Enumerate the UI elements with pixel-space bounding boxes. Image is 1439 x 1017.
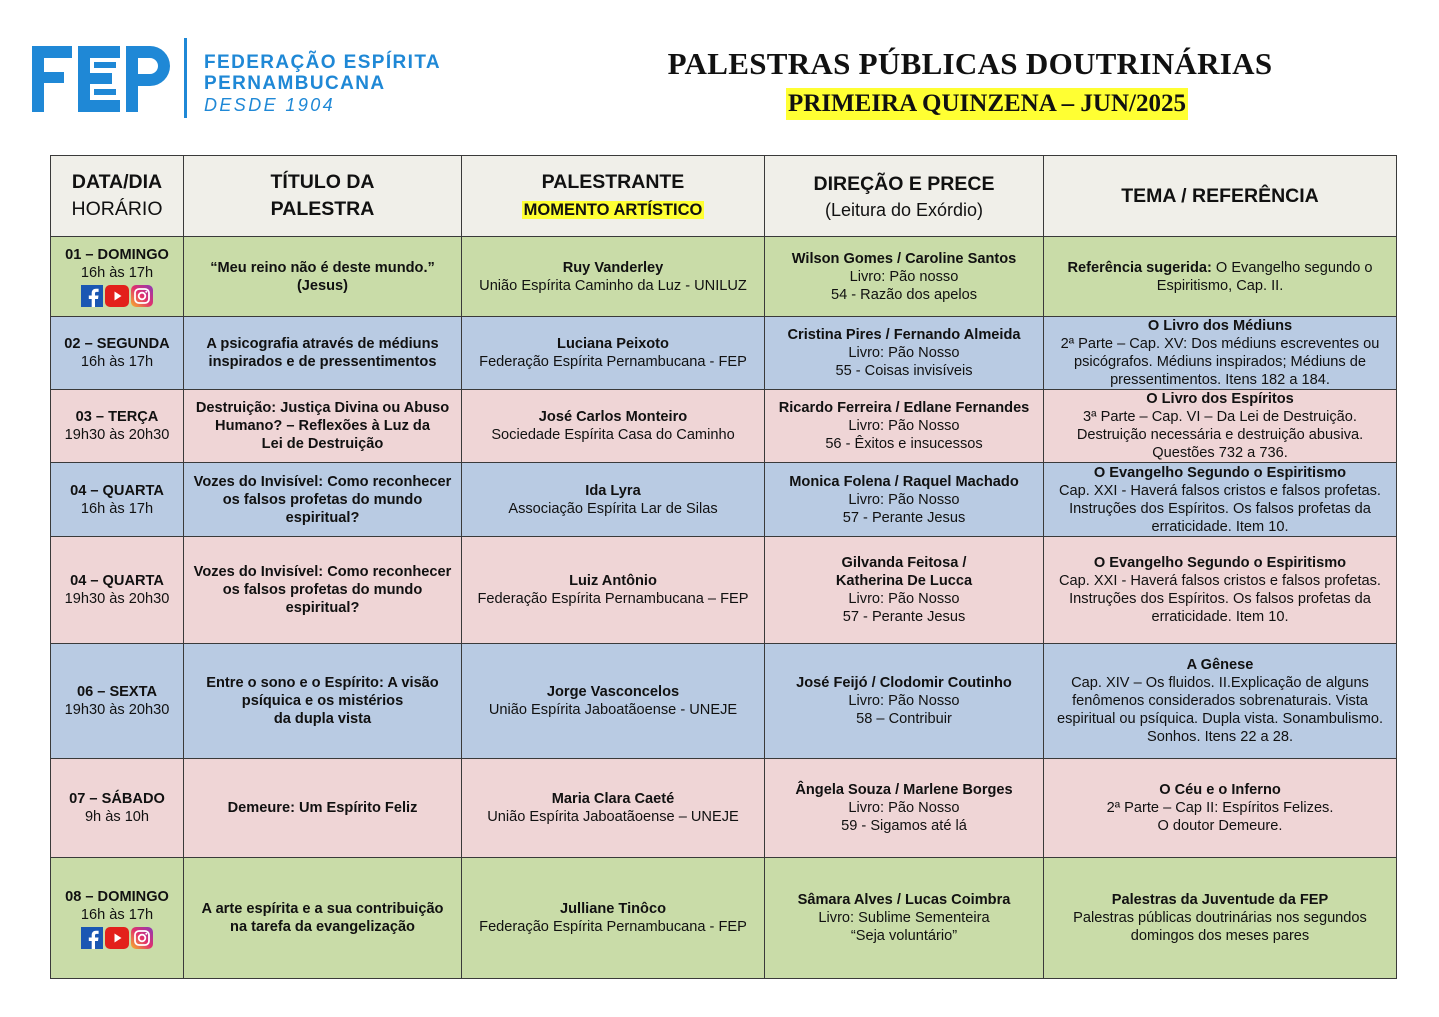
theme-line: Palestras públicas doutrinárias nos segundos <box>1073 910 1367 926</box>
col-direction-line2: (Leitura do Exórdio) <box>824 199 984 220</box>
speaker-name: Luciana Peixoto <box>557 336 669 352</box>
time-label: 16h às 17h <box>80 500 154 517</box>
fep-logo-icon <box>32 42 172 116</box>
logo-line-3: DESDE 1904 <box>204 95 336 115</box>
direction-cell <box>765 759 1044 858</box>
direction-names: Cristina Pires / Fernando Almeida <box>787 327 1021 343</box>
direction-chapter: 56 - Êxitos e insucessos <box>825 436 983 452</box>
social-links <box>54 285 180 307</box>
talk-title-line: Lei de Destruição <box>261 436 384 452</box>
speaker-cell <box>462 463 765 537</box>
talk-title-line: os falsos profetas do mundo <box>222 582 423 598</box>
direction-chapter: “Seja voluntário” <box>850 928 958 944</box>
schedule-table <box>50 155 1397 979</box>
fep-logo <box>28 38 448 124</box>
table-row <box>51 858 1397 979</box>
theme-cell <box>1044 390 1397 463</box>
talk-title-line: A arte espírita e a sua contribuição <box>201 901 444 917</box>
theme-cell <box>1044 759 1397 858</box>
speaker-cell <box>462 237 765 317</box>
theme-cell <box>1044 537 1397 644</box>
direction-book: Livro: Pão Nosso <box>848 800 960 816</box>
theme-cell <box>1044 644 1397 759</box>
direction-names: Wilson Gomes / Caroline Santos <box>791 250 1017 267</box>
theme-heading: O Céu e o Inferno <box>1159 782 1281 798</box>
theme-text: O Evangelho segundo o Espiritismo, Cap. II. <box>1156 259 1373 294</box>
talk-title-cell <box>184 317 462 390</box>
talk-title-line: Demeure: Um Espírito Feliz <box>227 800 418 816</box>
date-cell <box>51 463 184 537</box>
col-speaker-line2: MOMENTO ARTÍSTICO <box>523 201 703 219</box>
talk-title-cell <box>184 537 462 644</box>
time-label: 19h30 às 20h30 <box>64 591 170 607</box>
direction-names: Monica Folena / Raquel Machado <box>789 473 1019 490</box>
theme-line: Cap. XXI - Haverá falsos cristos e falsos profetas. <box>1058 482 1381 499</box>
speaker-name: José Carlos Monteiro <box>538 409 688 425</box>
speaker-cell <box>462 858 765 979</box>
theme-line: espiritual ou psíquica. Dupla vista. Sonambulismo. <box>1056 711 1384 727</box>
speaker-cell <box>462 317 765 390</box>
day-label: 03 – TERÇA <box>75 409 159 425</box>
speaker-org: Federação Espírita Pernambucana - FEP <box>479 919 747 935</box>
speaker-org: Associação Espírita Lar de Silas <box>508 500 718 517</box>
date-cell <box>51 390 184 463</box>
table-row <box>51 644 1397 759</box>
instagram-icon[interactable] <box>131 927 153 949</box>
direction-chapter: 59 - Sigamos até lá <box>841 818 967 834</box>
talk-title-line: Vozes do Invisível: Como reconhecer <box>193 473 452 490</box>
speaker-org: Federação Espírita Pernambucana – FEP <box>477 591 749 607</box>
time-label: 16h às 17h <box>80 906 154 923</box>
logo-text <box>204 52 441 116</box>
theme-line: Cap. XIV – Os fluidos. II.Explicação de alguns <box>1071 675 1369 691</box>
direction-chapter: 57 - Perante Jesus <box>842 509 966 526</box>
table-row <box>51 390 1397 463</box>
direction-book: Livro: Pão Nosso <box>848 591 960 607</box>
talk-title-line: A psicografia através de médiuns <box>206 336 439 352</box>
direction-names: Sâmara Alves / Lucas Coimbra <box>797 892 1011 908</box>
talk-title-line: os falsos profetas do mundo <box>222 491 423 508</box>
day-label: 07 – SÁBADO <box>69 791 165 807</box>
talk-title-line: Destruição: Justiça Divina ou Abuso <box>195 400 450 416</box>
theme-line: 3ª Parte – Cap. VI – Da Lei de Destruição. <box>1083 409 1357 425</box>
direction-cell <box>765 237 1044 317</box>
direction-names: José Feijó / Clodomir Coutinho <box>796 675 1012 691</box>
col-theme <box>1044 156 1397 237</box>
talk-title-line: espiritual? <box>285 509 360 526</box>
direction-chapter: 55 - Coisas invisíveis <box>835 363 973 379</box>
theme-line: domingos dos meses pares <box>1130 928 1310 944</box>
col-direction <box>765 156 1044 237</box>
theme-line: Instruções dos Espíritos. Os falsos profetas da <box>1069 591 1371 607</box>
direction-chapter: 57 - Perante Jesus <box>842 609 966 625</box>
col-speaker-line1: PALESTRANTE <box>541 171 685 193</box>
theme-line: Sonhos. Itens 22 a 28. <box>1146 729 1294 745</box>
talk-title-line: “Meu reino não é deste mundo.” <box>210 259 435 276</box>
direction-names-2: Katherina De Lucca <box>835 573 973 589</box>
table-row <box>51 317 1397 390</box>
direction-book: Livro: Pão Nosso <box>848 491 960 508</box>
direction-cell <box>765 537 1044 644</box>
theme-line: fenômenos considerados sobrenaturais. Vista <box>1072 693 1368 709</box>
direction-book: Livro: Pão Nosso <box>848 418 960 434</box>
direction-cell <box>765 317 1044 390</box>
direction-book: Livro: Sublime Sementeira <box>818 910 990 926</box>
direction-cell <box>765 858 1044 979</box>
theme-cell <box>1044 858 1397 979</box>
talk-title-line: espiritual? <box>285 600 360 616</box>
page-subtitle: PRIMEIRA QUINZENA – JUN/2025 <box>786 88 1188 120</box>
theme-line: erraticidade. Item 10. <box>1151 609 1289 625</box>
talk-title-line: na tarefa da evangelização <box>230 919 415 935</box>
speaker-name: Ruy Vanderley <box>562 259 664 276</box>
col-title <box>184 156 462 237</box>
speaker-cell <box>462 537 765 644</box>
date-cell <box>51 858 184 979</box>
speaker-name: Maria Clara Caeté <box>551 791 675 807</box>
theme-line: erraticidade. Item 10. <box>1151 518 1289 535</box>
talk-title-line: Vozes do Invisível: Como reconhecer <box>193 564 452 580</box>
talk-title-line: psíquica e os mistérios <box>241 693 404 709</box>
col-date <box>51 156 184 237</box>
speaker-org: União Espírita Jaboatãoense - UNEJE <box>488 702 738 718</box>
speaker-name: Ida Lyra <box>585 482 641 499</box>
talk-title-cell <box>184 463 462 537</box>
talk-title-line: da dupla vista <box>273 711 372 727</box>
talk-title-cell <box>184 858 462 979</box>
direction-book: Livro: Pão Nosso <box>848 345 960 361</box>
theme-line: pressentimentos. Itens 182 a 184. <box>1110 372 1330 388</box>
col-theme-line1: TEMA / REFERÊNCIA <box>1121 184 1319 207</box>
talk-title-cell <box>184 644 462 759</box>
theme-heading: O Evangelho Segundo o Espiritismo <box>1093 555 1347 571</box>
theme-cell <box>1044 317 1397 390</box>
youtube-icon[interactable] <box>105 927 129 949</box>
talk-title-line: inspirados e de pressentimentos <box>208 354 437 370</box>
speaker-org: União Espírita Jaboatãoense – UNEJE <box>487 809 739 825</box>
col-title-line2: PALESTRA <box>270 198 375 220</box>
social-links <box>54 927 180 949</box>
youtube-icon[interactable] <box>105 285 129 307</box>
date-cell <box>51 644 184 759</box>
time-label: 19h30 às 20h30 <box>64 427 170 443</box>
facebook-icon[interactable] <box>81 927 103 949</box>
day-label: 06 – SEXTA <box>76 684 158 700</box>
talk-title-cell <box>184 390 462 463</box>
logo-divider <box>184 38 187 118</box>
speaker-name: Julliane Tinôco <box>560 901 666 917</box>
talk-title-line: (Jesus) <box>296 277 349 294</box>
table-header-row <box>51 156 1397 237</box>
instagram-icon[interactable] <box>131 285 153 307</box>
direction-names: Gilvanda Feitosa / <box>841 555 967 571</box>
day-label: 01 – DOMINGO <box>65 247 169 263</box>
theme-line: 2ª Parte – Cap. XV: Dos médiuns escreventes ou <box>1060 336 1380 352</box>
speaker-cell <box>462 390 765 463</box>
speaker-name: Jorge Vasconcelos <box>546 684 680 700</box>
facebook-icon[interactable] <box>81 285 103 307</box>
speaker-name: Luiz Antônio <box>569 573 657 589</box>
direction-chapter: 54 - Razão dos apelos <box>830 286 978 303</box>
date-cell <box>51 237 184 317</box>
theme-heading: A Gênese <box>1186 657 1254 673</box>
theme-line: psicógrafos. Médiuns inspirados; Médiuns de <box>1073 354 1367 370</box>
theme-line: 2ª Parte – Cap II: Espíritos Felizes. <box>1106 800 1334 816</box>
theme-cell <box>1044 463 1397 537</box>
day-label: 08 – DOMINGO <box>65 888 169 905</box>
speaker-cell <box>462 759 765 858</box>
theme-line: O doutor Demeure. <box>1157 818 1283 834</box>
day-label: 04 – QUARTA <box>70 482 164 499</box>
direction-cell <box>765 463 1044 537</box>
time-label: 19h30 às 20h30 <box>64 702 170 718</box>
date-cell <box>51 759 184 858</box>
theme-line: Destruição necessária e destruição abusiva. <box>1076 427 1364 443</box>
table-row <box>51 463 1397 537</box>
table-row <box>51 537 1397 644</box>
col-date-line1: DATA/DIA <box>71 171 163 193</box>
theme-heading: O Livro dos Espíritos <box>1146 391 1294 407</box>
speaker-cell <box>462 644 765 759</box>
time-label: 16h às 17h <box>80 265 154 281</box>
col-date-line2: HORÁRIO <box>71 198 163 220</box>
col-title-line1: TÍTULO DA <box>270 171 375 193</box>
theme-line: Cap. XXI - Haverá falsos cristos e falsos profetas. <box>1058 573 1381 589</box>
page-title: PALESTRAS PÚBLICAS DOUTRINÁRIAS <box>667 46 1273 81</box>
direction-book: Livro: Pão nosso <box>849 268 959 285</box>
logo-line-2: PERNAMBUCANA <box>204 73 386 94</box>
logo-line-1: FEDERAÇÃO ESPÍRITA <box>204 52 442 73</box>
talk-title-line: Humano? – Reflexões à Luz da <box>215 418 430 434</box>
day-label: 04 – QUARTA <box>70 573 164 589</box>
date-cell <box>51 317 184 390</box>
direction-chapter: 58 – Contribuir <box>856 711 952 727</box>
speaker-org: Federação Espírita Pernambucana - FEP <box>479 354 747 370</box>
direction-book: Livro: Pão Nosso <box>848 693 960 709</box>
col-speaker <box>462 156 765 237</box>
date-cell <box>51 537 184 644</box>
direction-cell <box>765 390 1044 463</box>
theme-cell <box>1044 237 1397 317</box>
theme-line: Questões 732 a 736. <box>1152 445 1288 461</box>
day-label: 02 – SEGUNDA <box>64 336 170 352</box>
table-row <box>51 237 1397 317</box>
direction-names: Ângela Souza / Marlene Borges <box>795 782 1013 798</box>
theme-heading: Palestras da Juventude da FEP <box>1111 892 1329 908</box>
col-direction-line1: DIREÇÃO E PRECE <box>813 172 995 195</box>
theme-heading: O Evangelho Segundo o Espiritismo <box>1093 464 1347 481</box>
table-row <box>51 759 1397 858</box>
talk-title-cell <box>184 237 462 317</box>
theme-label: Referência sugerida: <box>1067 259 1212 276</box>
theme-line: Instruções dos Espíritos. Os falsos profetas da <box>1069 500 1371 517</box>
talk-title-line: Entre o sono e o Espírito: A visão <box>206 675 439 691</box>
direction-names: Ricardo Ferreira / Edlane Fernandes <box>778 400 1030 416</box>
talk-title-cell <box>184 759 462 858</box>
speaker-org: Sociedade Espírita Casa do Caminho <box>491 427 735 443</box>
direction-cell <box>765 644 1044 759</box>
speaker-org: União Espírita Caminho da Luz - UNILUZ <box>479 277 747 294</box>
time-label: 9h às 10h <box>84 809 150 825</box>
time-label: 16h às 17h <box>80 354 154 370</box>
theme-heading: O Livro dos Médiuns <box>1147 318 1293 334</box>
